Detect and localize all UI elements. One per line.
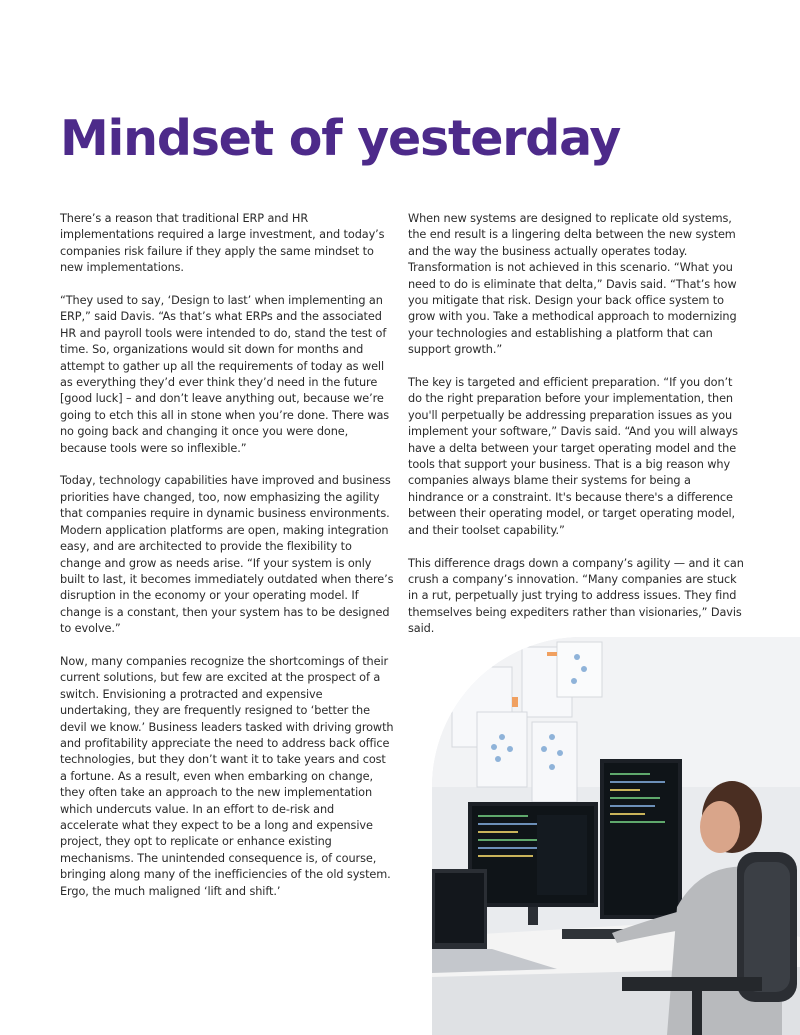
paragraph: There’s a reason that traditional ERP and HR implementations required a large investment, and today’s companies risk failure if they apply the same mindset to new implementations. (60, 212, 385, 275)
developer-at-desk-illustration (432, 637, 800, 1035)
right-column (408, 211, 748, 654)
monitor-right (600, 759, 682, 919)
paragraph: The key is targeted and efficient preparation. “If you don’t do the right preparation before your implementation, then you'll perpetually be addressing preparation issues as you implement your software,” Davis said. “And you will always have a delta between your target operating model and the tools that support your business. That is a big reason why companies always blame their systems for being a hindrance or a constraint. It's because there's a difference between their operating model, or target operating model, and their toolset capability.” (408, 376, 738, 537)
paragraph: “They used to say, ‘Design to last’ when implementing an ERP,” said Davis. “As that’s what ERPs and the associated HR and payroll tools were intended to do, stand the test of time. So, organizations would sit down for months and attempt to gather up all the requirements of today as well as everything they’d ever think they’d need in the future [good luck] – and don’t leave anything out, because we’re going to etch this all in stone when you’re done. There was no going back and changing it once you were done, because tools were so inflexible.” (60, 294, 390, 455)
office-photo (432, 637, 800, 1035)
paragraph: This difference drags down a company’s agility — and it can crush a company’s innovation. “Many companies are stuck in a rut, perpetually just trying to address issues. They find themselves being expediters rather than visionaries,” Davis said. (408, 556, 744, 636)
left-column (60, 211, 395, 916)
paragraph: Today, technology capabilities have improved and business priorities have changed, too, now emphasizing the agility that companies require in dynamic business environments. Modern application platforms are open, making integration easy, and are architected to provide the flexibility to change and grow as needs arise. “If your system is only built to last, it becomes immediately outdated when there’s disruption in the economy or your operating model. If change is a constant, then your system has to be designed to evolve.” (60, 474, 394, 636)
monitor-left (468, 802, 598, 925)
page-title: Mindset of yesterday (60, 110, 621, 167)
paragraph: When new systems are designed to replicate old systems, the end result is a lingering delta between the new system and the way the business actually operates today. Transformation is not achieved in this scenario. “What you need to do is eliminate that delta,” Davis said. “That’s how you mitigate that risk. Design your back office system to grow with you. Take a methodical approach to modernizing your technologies and establishing a platform that can support growth.” (408, 212, 737, 357)
paragraph: Now, many companies recognize the shortcomings of their current solutions, but few are excited at the prospect of a switch. Envisioning a protracted and expensive undertaking, they are frequently resigned to ‘better the devil we know.’ Business leaders tasked with driving growth and profitability appreciate the need to address back office technologies, but they don’t want it to take years and cost a fortune. As a result, even when embarking on change, they often take an approach to the new implementation which undercuts value. In an effort to de-risk and accelerate what they expect to be a long and expensive project, they opt to replicate or enhance existing mechanisms. The unintended consequence is, of course, bringing along many of the inefficiencies of the old system. Ergo, the much maligned ‘lift and shift.’ (60, 654, 394, 898)
